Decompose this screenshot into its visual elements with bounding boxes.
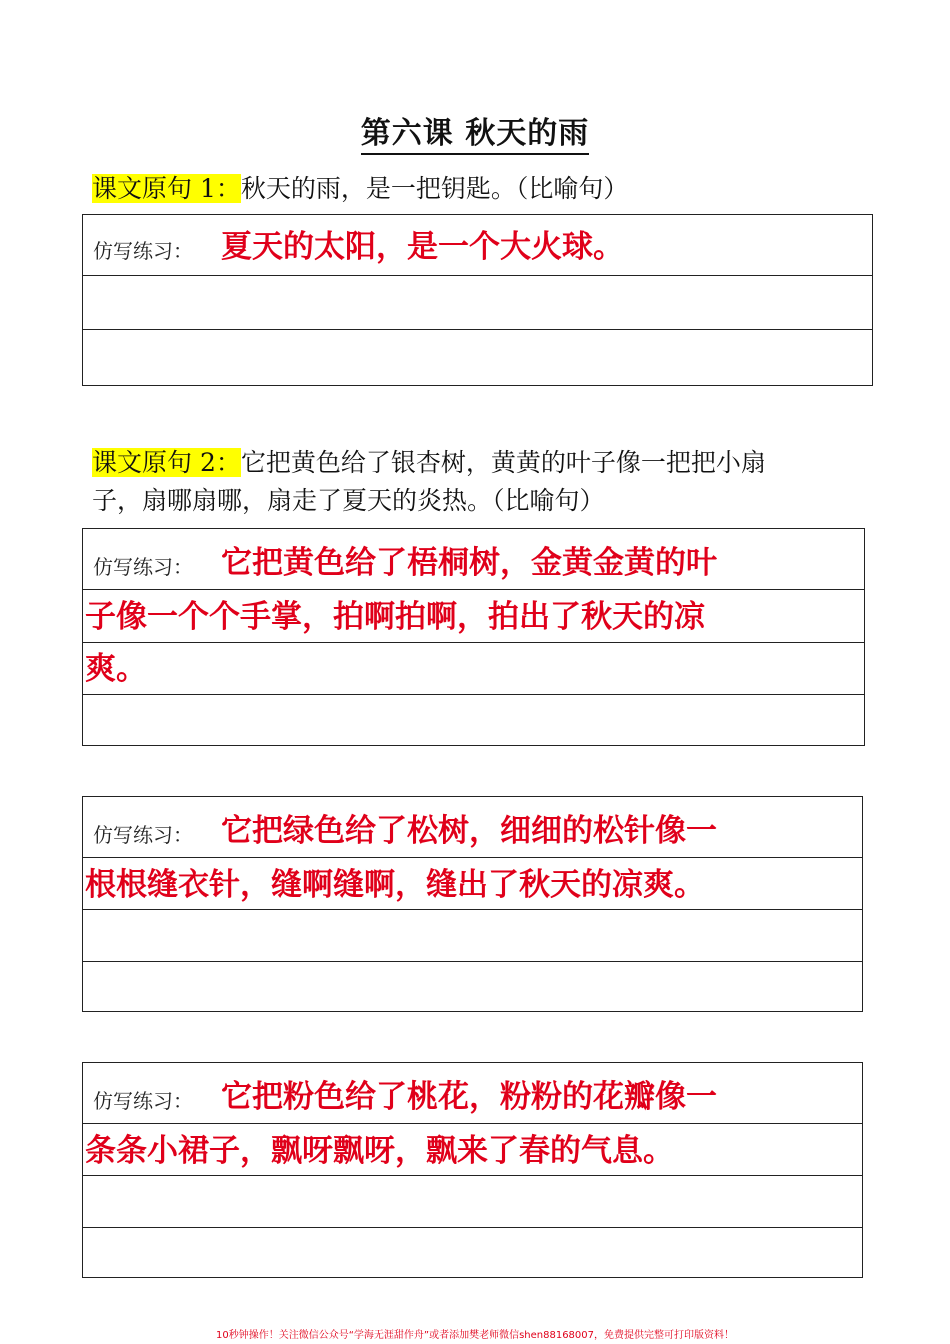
writing-line bbox=[83, 329, 872, 330]
writing-line bbox=[83, 857, 862, 858]
practice-label: 仿写练习： bbox=[93, 555, 193, 579]
writing-line bbox=[83, 1123, 862, 1124]
practice-box-2 bbox=[82, 528, 865, 746]
sentence-2-line-2: 子，扇哪扇哪，扇走了夏天的炎热。（比喻句） bbox=[92, 486, 605, 515]
answer-4-line-2: 条条小裙子，飘呀飘呀，飘来了春的气息。 bbox=[85, 1133, 674, 1169]
writing-line bbox=[83, 275, 872, 276]
answer-1-line-1: 夏天的太阳，是一个大火球。 bbox=[221, 229, 624, 265]
answer-2-line-1: 它把黄色给了梧桐树，金黄金黄的叶 bbox=[221, 545, 717, 581]
answer-4-line-1: 它把粉色给了桃花，粉粉的花瓣像一 bbox=[221, 1079, 717, 1115]
writing-line bbox=[83, 589, 864, 590]
answer-3-line-1: 它把绿色给了松树，细细的松针像一 bbox=[221, 813, 717, 849]
footer-note: 10秒钟操作！关注微信公众号“学海无涯甜作舟”或者添加樊老师微信shen88168007，免费提供完整可打印版资料！ bbox=[215, 1330, 735, 1341]
practice-label: 仿写练习： bbox=[93, 239, 193, 263]
sentence-2-line-1: 它把黄色给了银杏树，黄黄的叶子像一把把小扇 bbox=[240, 448, 766, 477]
answer-2-line-3: 爽。 bbox=[85, 651, 147, 687]
practice-box-4 bbox=[82, 1062, 863, 1278]
original-sentence-1 bbox=[92, 170, 872, 208]
answer-3-line-2: 根根缝衣针，缝啊缝啊，缝出了秋天的凉爽。 bbox=[85, 867, 705, 903]
page-title: 第六课 秋天的雨 bbox=[0, 108, 950, 152]
sentence-2-label: 课文原句 2： bbox=[92, 448, 241, 477]
practice-label: 仿写练习： bbox=[93, 1089, 193, 1113]
writing-line bbox=[83, 961, 862, 962]
practice-label: 仿写练习： bbox=[93, 823, 193, 847]
writing-line bbox=[83, 1227, 862, 1228]
practice-box-3 bbox=[82, 796, 863, 1012]
writing-line bbox=[83, 694, 864, 695]
answer-2-line-2: 子像一个个手掌，拍啊拍啊，拍出了秋天的凉 bbox=[85, 599, 705, 635]
original-sentence-2 bbox=[92, 444, 872, 520]
practice-box-1 bbox=[82, 214, 873, 386]
sentence-1-text: 秋天的雨，是一把钥匙。（比喻句） bbox=[240, 174, 629, 203]
sentence-1-label: 课文原句 1： bbox=[92, 174, 241, 203]
